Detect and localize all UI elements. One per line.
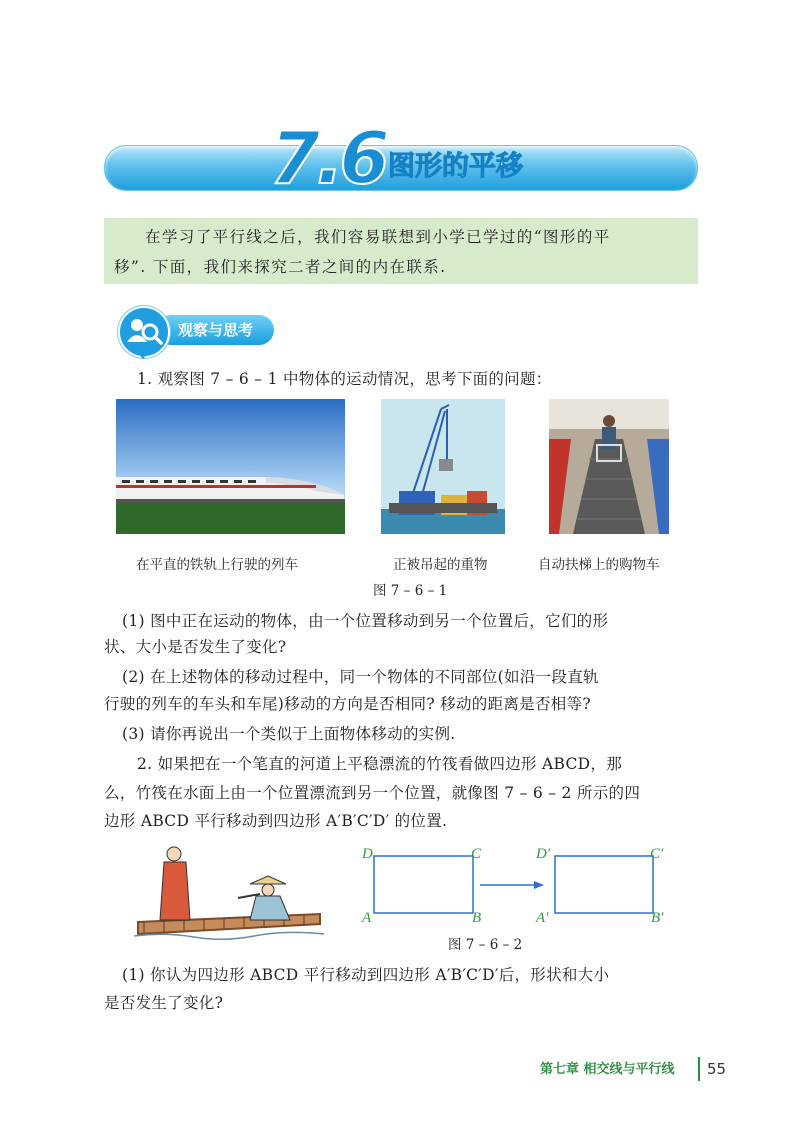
footer-divider — [698, 1057, 700, 1081]
q2-part-1-line-1: (1) 你认为四边形 ABCD 平行移动到四边形 A′B′C′D′后，形状和大小 — [122, 966, 610, 984]
magnifier-person-icon — [118, 306, 170, 358]
section-badge-label: 观察与思考 — [178, 321, 254, 339]
section-number: 7.6 — [270, 116, 386, 200]
crane-image — [381, 399, 505, 534]
vertex-A-prime: A′ — [536, 910, 549, 926]
vertex-C: C — [471, 846, 482, 862]
section-title: 图形的平移 — [388, 151, 523, 182]
intro-box — [104, 218, 698, 284]
vertex-C-prime: C′ — [650, 846, 664, 862]
escalator-image — [549, 399, 669, 534]
intro-line-1: 在学习了平行线之后，我们容易联想到小学已学过的“图形的平 — [145, 228, 611, 246]
translation-diagram — [350, 840, 690, 930]
question-2-line-3: 边形 ABCD 平行移动到四边形 A′B′C′D′ 的位置. — [104, 812, 448, 830]
translation-arrow-head — [534, 881, 544, 889]
q1-part-1-line-1: (1) 图中正在运动的物体，由一个位置移动到另一个位置后，它们的形 — [122, 612, 609, 630]
caption-train: 在平直的铁轨上行驶的列车 — [136, 557, 298, 573]
badge-pointer — [137, 352, 149, 359]
page-number: 55 — [707, 1060, 727, 1078]
figure-2-label: 图 7 – 6 – 2 — [448, 937, 523, 953]
caption-crane: 正被吊起的重物 — [393, 557, 488, 573]
vertex-D: D — [362, 846, 373, 862]
vertex-A: A — [362, 910, 372, 926]
raft-illustration — [134, 840, 324, 942]
caption-escalator: 自动扶梯上的购物车 — [538, 557, 660, 573]
q1-part-2-line-1: (2) 在上述物体的移动过程中，同一个物体的不同部位(如沿一段直轨 — [122, 668, 599, 686]
question-1: 1. 观察图 7 – 6 – 1 中物体的运动情况，思考下面的问题： — [137, 370, 552, 388]
vertex-D-prime: D′ — [536, 846, 551, 862]
vertex-B-prime: B′ — [651, 910, 664, 926]
q2-part-1-line-2: 是否发生了变化? — [104, 994, 224, 1012]
quadrilateral-ABCD — [374, 856, 473, 913]
q1-part-1-line-2: 状、大小是否发生了变化? — [104, 638, 287, 656]
intro-line-2: 移”. 下面，我们来探究二者之间的内在联系. — [114, 258, 447, 276]
figure-1-label: 图 7 – 6 – 1 — [373, 583, 448, 599]
q1-part-2-line-2: 行驶的列车的车头和车尾)移动的方向是否相同? 移动的距离是否相等? — [104, 695, 591, 713]
question-2-line-2: 么，竹筏在水面上由一个位置漂流到另一个位置，就像图 7 – 6 – 2 所示的四 — [104, 784, 641, 802]
chapter-footer: 第七章 相交线与平行线 — [540, 1062, 675, 1077]
question-2-line-1: 2. 如果把在一个笔直的河道上平稳漂流的竹筏看做四边形 ABCD，那 — [137, 755, 623, 773]
train-image — [116, 399, 345, 534]
quadrilateral-A1B1C1D1 — [555, 856, 653, 913]
vertex-B: B — [472, 910, 482, 926]
q1-part-3: (3) 请你再说出一个类似于上面物体移动的实例. — [122, 725, 456, 743]
